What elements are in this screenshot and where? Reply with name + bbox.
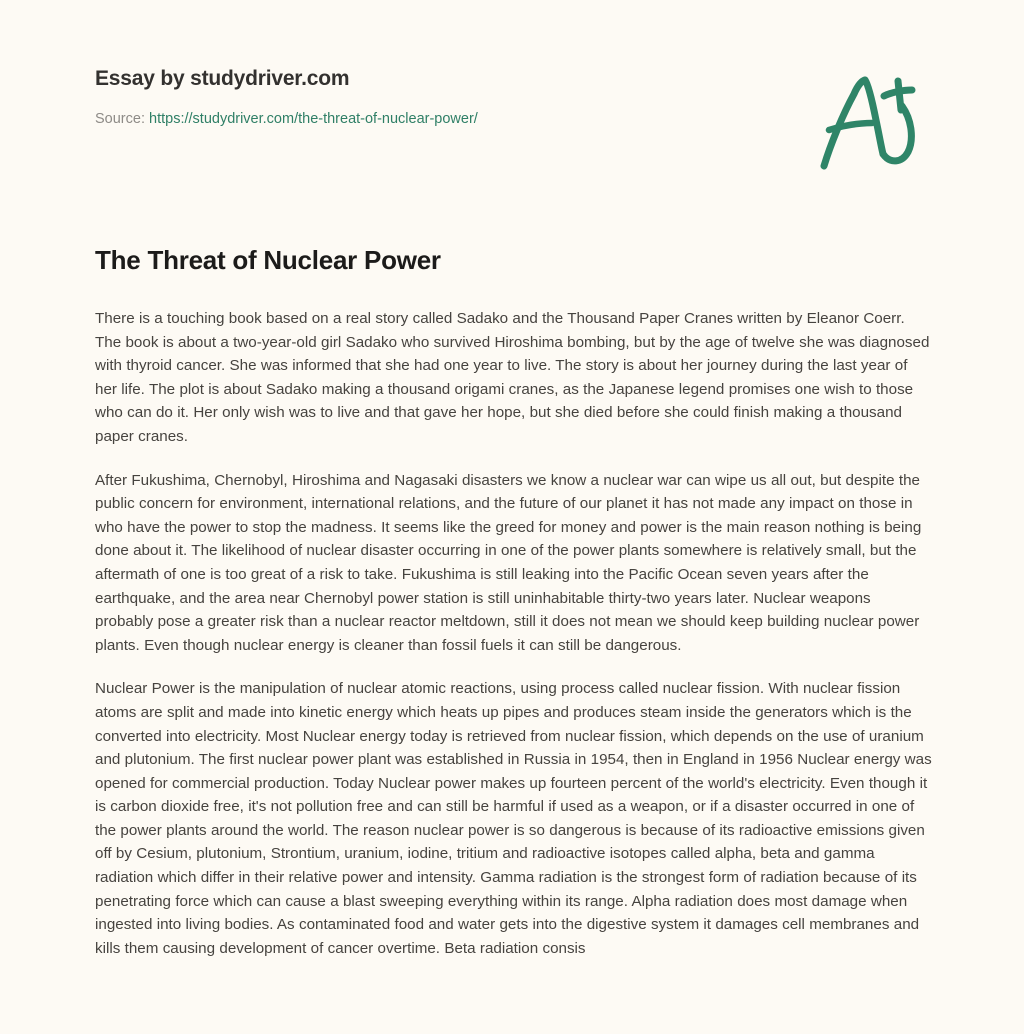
page-header xyxy=(0,0,1024,180)
source-label: Source: xyxy=(95,111,145,127)
source-url-link[interactable]: https://studydriver.com/the-threat-of-nuclear-power/ xyxy=(149,111,478,127)
paragraph-2: After Fukushima, Chernobyl, Hiroshima and Nagasaki disasters we know a nuclear war can wipe us all out, but despite the public concern for environment, international relations, and the future of our planet it has not made any impact on those in who have the power to stop the madness. It seems like the greed for money and power is the main reason nothing is being done about it. The likelihood of nuclear disaster occurring in one of the power plants somewhere is relatively small, but the aftermath of one is too great of a risk to take. Fukushima is still leaking into the Pacific Ocean seven years after the earthquake, and the area near Chernobyl power station is still uninhabitable thirty-two years later. Nuclear weapons probably pose a greater risk than a nuclear reactor meltdown, still it does not mean we should keep building nuclear power plants. Even though nuclear energy is cleaner than fossil fuels it can still be dangerous. xyxy=(95,471,922,654)
a-plus-logo xyxy=(812,68,924,172)
paragraph-1: There is a touching book based on a real story called Sadako and the Thousand Paper Cranes written by Eleanor Coerr. The book is about a two-year-old girl Sadako who survived Hiroshima bombing, but by the age of twelve she was diagnosed with thyroid cancer. She was informed that she had one year to live. The story is about her journey during the last year of her life. The plot is about Sadako making a thousand origami cranes, as the Japanese legend promises one wish to those who can do it. Her only wish was to live and that gave her hope, but she died before she could finish making a thousand paper cranes. xyxy=(95,310,930,445)
a-plus-logo-icon xyxy=(812,68,924,172)
paragraph-3: Nuclear Power is the manipulation of nuclear atomic reactions, using process called nuclear fission. With nuclear fission atoms are split and made into kinetic energy which heats up pipes and produces steam inside the generators which is the converted into electricity. Most Nuclear energy today is retrieved from nuclear fission, which depends on the use of uranium and plutonium. The first nuclear power plant was established in Russia in 1954, then in England in 1956 Nuclear energy was opened for commercial production. Today Nuclear power makes up fourteen percent of the world's electricity. Even though it is carbon dioxide free, it's not pollution free and can still be harmful if used as a weapon, or if a disaster occurred in one of the power plants around the world. The reason nuclear power is so dangerous is because of its radioactive emissions given off by Cesium, plutonium, Strontium, uranium, iodine, tritium and radioactive isotopes called alpha, beta and gamma radiation which differ in their relative power and intensity. Gamma radiation is the strongest form of radiation because of its penetrating force which can cause a blast sweeping everything within its range. Alpha radiation does most damage when ingested into living bodies. As contaminated food and water gets into the digestive system it damages cell membranes and kills them causing development of cancer overtime. Beta radiation consis xyxy=(95,680,932,957)
brand-title: Essay by studydriver.com xyxy=(95,67,350,90)
source-line xyxy=(95,109,478,129)
essay-body xyxy=(95,243,933,960)
page-title: The Threat of Nuclear Power xyxy=(95,245,441,275)
brand-block xyxy=(95,66,478,129)
